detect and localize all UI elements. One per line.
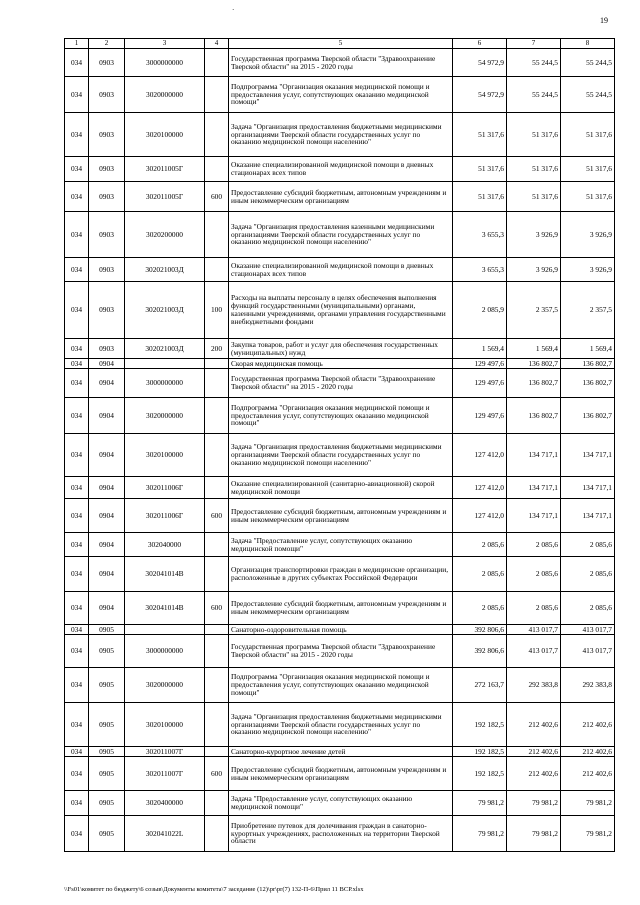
amount-2021-cell: 2 357,5 (561, 282, 615, 339)
ministry-code-cell: 034 (65, 592, 89, 625)
amount-2019-cell: 392 806,6 (453, 635, 507, 668)
amount-2021-cell: 134 717,1 (561, 434, 615, 477)
amount-2019-cell: 54 972,9 (453, 49, 507, 77)
amount-2020-cell: 136 802,7 (507, 398, 561, 434)
ministry-code-cell: 034 (65, 791, 89, 816)
amount-2019-cell: 79 981,2 (453, 791, 507, 816)
amount-2020-cell: 79 981,2 (507, 791, 561, 816)
amount-2020-cell: 1 569,4 (507, 339, 561, 359)
ministry-code-cell: 034 (65, 635, 89, 668)
amount-2021-cell: 55 244,5 (561, 77, 615, 113)
amount-2021-cell: 51 317,6 (561, 113, 615, 157)
expense-type-cell (205, 557, 229, 592)
expense-type-cell: 100 (205, 282, 229, 339)
expense-type-cell (205, 703, 229, 747)
table-row (65, 157, 615, 182)
target-article-cell: 302041014В (125, 592, 205, 625)
column-header: 8 (561, 39, 615, 49)
amount-2020-cell: 3 926,9 (507, 212, 561, 258)
expense-type-cell (205, 369, 229, 398)
ministry-code-cell: 034 (65, 49, 89, 77)
amount-2021-cell: 212 402,6 (561, 757, 615, 791)
expense-type-cell (205, 359, 229, 369)
target-article-cell: 3020000000 (125, 77, 205, 113)
table-row (65, 398, 615, 434)
amount-2020-cell: 292 383,8 (507, 668, 561, 703)
target-article-cell: 3000000000 (125, 49, 205, 77)
target-article-cell: 3020100000 (125, 434, 205, 477)
section-code-cell: 0905 (89, 703, 125, 747)
description-cell: Скорая медицинская помощь (229, 359, 453, 369)
expense-type-cell (205, 477, 229, 499)
expense-type-cell (205, 212, 229, 258)
section-code-cell: 0904 (89, 477, 125, 499)
ministry-code-cell: 034 (65, 113, 89, 157)
table-row (65, 757, 615, 791)
target-article-cell: 302011007Г (125, 757, 205, 791)
amount-2020-cell: 413 017,7 (507, 625, 561, 635)
amount-2021-cell: 3 926,9 (561, 212, 615, 258)
description-cell: Организация транспортировки граждан в медицинские организации, расположенные в других субъектах Российской Федерации (229, 557, 453, 592)
amount-2019-cell: 51 317,6 (453, 113, 507, 157)
amount-2021-cell: 136 802,7 (561, 359, 615, 369)
amount-2021-cell: 134 717,1 (561, 477, 615, 499)
amount-2020-cell: 51 317,6 (507, 157, 561, 182)
table-row (65, 592, 615, 625)
column-header: 1 (65, 39, 89, 49)
amount-2021-cell: 79 981,2 (561, 816, 615, 852)
expense-type-cell: 600 (205, 592, 229, 625)
expense-type-cell (205, 398, 229, 434)
table-row (65, 258, 615, 282)
amount-2020-cell: 134 717,1 (507, 477, 561, 499)
section-code-cell: 0904 (89, 592, 125, 625)
target-article-cell: 3020000000 (125, 668, 205, 703)
amount-2019-cell: 3 655,3 (453, 258, 507, 282)
amount-2021-cell: 413 017,7 (561, 625, 615, 635)
expense-type-cell: 600 (205, 182, 229, 212)
header-row (65, 39, 615, 49)
amount-2020-cell: 2 357,5 (507, 282, 561, 339)
amount-2019-cell: 79 981,2 (453, 816, 507, 852)
ministry-code-cell: 034 (65, 499, 89, 533)
section-code-cell: 0905 (89, 625, 125, 635)
amount-2021-cell: 212 402,6 (561, 747, 615, 757)
expense-type-cell (205, 747, 229, 757)
description-cell: Подпрограмма "Организация оказания медицинской помощи и предоставления услуг, сопутствующих оказанию медицинской помощи" (229, 398, 453, 434)
section-code-cell: 0905 (89, 668, 125, 703)
amount-2021-cell: 2 085,6 (561, 557, 615, 592)
section-code-cell: 0904 (89, 533, 125, 557)
section-code-cell: 0905 (89, 747, 125, 757)
amount-2020-cell: 2 085,6 (507, 533, 561, 557)
section-code-cell: 0903 (89, 49, 125, 77)
amount-2019-cell: 2 085,6 (453, 533, 507, 557)
column-header: 2 (89, 39, 125, 49)
table-row (65, 113, 615, 157)
scan-mark: · (232, 6, 235, 14)
section-code-cell: 0903 (89, 339, 125, 359)
table-row (65, 635, 615, 668)
ministry-code-cell: 034 (65, 398, 89, 434)
amount-2020-cell: 212 402,6 (507, 747, 561, 757)
table-row (65, 359, 615, 369)
description-cell: Приобретение путевок для долечивания граждан в санаторно-курортных учреждениях, расположенных на территории Тверской области (229, 816, 453, 852)
description-cell: Санаторно-оздоровительная помощь (229, 625, 453, 635)
section-code-cell: 0904 (89, 434, 125, 477)
description-cell: Расходы на выплаты персоналу в целях обеспечения выполнения функций государственными (муниципальными) органами, казенными учреждениями, органами управления государственными внебюджетными фондами (229, 282, 453, 339)
table-row (65, 557, 615, 592)
amount-2021-cell: 136 802,7 (561, 369, 615, 398)
table-row (65, 339, 615, 359)
section-code-cell: 0903 (89, 182, 125, 212)
target-article-cell: 302021003Д (125, 339, 205, 359)
ministry-code-cell: 034 (65, 703, 89, 747)
amount-2020-cell: 134 717,1 (507, 499, 561, 533)
expense-type-cell: 600 (205, 757, 229, 791)
target-article-cell: 3020100000 (125, 113, 205, 157)
amount-2019-cell: 2 085,6 (453, 557, 507, 592)
ministry-code-cell: 034 (65, 339, 89, 359)
amount-2019-cell: 127 412,0 (453, 434, 507, 477)
amount-2021-cell: 413 017,7 (561, 635, 615, 668)
target-article-cell: 3020100000 (125, 703, 205, 747)
section-code-cell: 0904 (89, 557, 125, 592)
target-article-cell: 3000000000 (125, 635, 205, 668)
ministry-code-cell: 034 (65, 212, 89, 258)
section-code-cell: 0905 (89, 757, 125, 791)
amount-2019-cell: 2 085,6 (453, 592, 507, 625)
section-code-cell: 0905 (89, 816, 125, 852)
ministry-code-cell: 034 (65, 157, 89, 182)
description-cell: Государственная программа Тверской области "Здравоохранение Тверской области" на 2015 - 2020 годы (229, 635, 453, 668)
amount-2020-cell: 55 244,5 (507, 77, 561, 113)
description-cell: Задача "Организация предоставления бюджетными медицинскими организациями Тверской области государственных услуг по оказанию медицинской помощи населению" (229, 703, 453, 747)
description-cell: Подпрограмма "Организация оказания медицинской помощи и предоставления услуг, сопутствующих оказанию медицинской помощи" (229, 77, 453, 113)
target-article-cell: 302041014В (125, 557, 205, 592)
amount-2021-cell: 3 926,9 (561, 258, 615, 282)
table-row (65, 499, 615, 533)
expense-type-cell (205, 77, 229, 113)
section-code-cell: 0905 (89, 635, 125, 668)
ministry-code-cell: 034 (65, 747, 89, 757)
expense-type-cell (205, 816, 229, 852)
target-article-cell: 302040000 (125, 533, 205, 557)
expense-type-cell (205, 49, 229, 77)
table-row (65, 77, 615, 113)
amount-2019-cell: 51 317,6 (453, 182, 507, 212)
amount-2019-cell: 192 182,5 (453, 757, 507, 791)
amount-2020-cell: 51 317,6 (507, 113, 561, 157)
description-cell: Подпрограмма "Организация оказания медицинской помощи и предоставления услуг, сопутствующих оказанию медицинской помощи" (229, 668, 453, 703)
amount-2019-cell: 392 806,6 (453, 625, 507, 635)
ministry-code-cell: 034 (65, 282, 89, 339)
amount-2020-cell: 212 402,6 (507, 703, 561, 747)
description-cell: Оказание специализированной медицинской помощи в дневных стационарах всех типов (229, 157, 453, 182)
table-row (65, 477, 615, 499)
budget-table (64, 38, 615, 852)
amount-2020-cell: 212 402,6 (507, 757, 561, 791)
table-row (65, 369, 615, 398)
section-code-cell: 0903 (89, 113, 125, 157)
description-cell: Предоставление субсидий бюджетным, автономным учреждениям и иным некоммерческим организациям (229, 592, 453, 625)
table-row (65, 182, 615, 212)
amount-2021-cell: 79 981,2 (561, 791, 615, 816)
ministry-code-cell: 034 (65, 369, 89, 398)
section-code-cell: 0904 (89, 499, 125, 533)
table-row (65, 747, 615, 757)
expense-type-cell (205, 113, 229, 157)
target-article-cell: 3020400000 (125, 791, 205, 816)
amount-2020-cell: 2 085,6 (507, 557, 561, 592)
description-cell: Предоставление субсидий бюджетным, автономным учреждениям и иным некоммерческим организациям (229, 499, 453, 533)
amount-2021-cell: 55 244,5 (561, 49, 615, 77)
amount-2019-cell: 2 085,9 (453, 282, 507, 339)
description-cell: Задача "Предоставление услуг, сопутствующих оказанию медицинской помощи" (229, 791, 453, 816)
amount-2020-cell: 51 317,6 (507, 182, 561, 212)
section-code-cell: 0903 (89, 258, 125, 282)
ministry-code-cell: 034 (65, 77, 89, 113)
description-cell: Предоставление субсидий бюджетным, автономным учреждениям и иным некоммерческим организациям (229, 757, 453, 791)
expense-type-cell (205, 258, 229, 282)
amount-2021-cell: 51 317,6 (561, 157, 615, 182)
ministry-code-cell: 034 (65, 434, 89, 477)
column-header: 6 (453, 39, 507, 49)
section-code-cell: 0905 (89, 791, 125, 816)
target-article-cell: 3000000000 (125, 369, 205, 398)
amount-2019-cell: 3 655,3 (453, 212, 507, 258)
ministry-code-cell: 034 (65, 182, 89, 212)
target-article-cell: 302021003Д (125, 282, 205, 339)
table-row (65, 434, 615, 477)
expense-type-cell (205, 791, 229, 816)
amount-2021-cell: 2 085,6 (561, 533, 615, 557)
target-article-cell: 3020000000 (125, 398, 205, 434)
description-cell: Государственная программа Тверской области "Здравоохранение Тверской области" на 2015 - 2020 годы (229, 49, 453, 77)
table-row (65, 282, 615, 339)
target-article-cell: 302011006Г (125, 499, 205, 533)
expense-type-cell: 600 (205, 499, 229, 533)
column-header: 4 (205, 39, 229, 49)
amount-2019-cell: 54 972,9 (453, 77, 507, 113)
amount-2019-cell: 192 182,5 (453, 747, 507, 757)
amount-2020-cell: 136 802,7 (507, 369, 561, 398)
ministry-code-cell: 034 (65, 359, 89, 369)
table-row (65, 668, 615, 703)
ministry-code-cell: 034 (65, 477, 89, 499)
target-article-cell: 302011006Г (125, 477, 205, 499)
column-header: 7 (507, 39, 561, 49)
amount-2019-cell: 1 569,4 (453, 339, 507, 359)
target-article-cell: 302021003Д (125, 258, 205, 282)
ministry-code-cell: 034 (65, 816, 89, 852)
amount-2020-cell: 3 926,9 (507, 258, 561, 282)
ministry-code-cell: 034 (65, 625, 89, 635)
expense-type-cell (205, 533, 229, 557)
amount-2020-cell: 134 717,1 (507, 434, 561, 477)
amount-2020-cell: 136 802,7 (507, 359, 561, 369)
amount-2019-cell: 129 497,6 (453, 369, 507, 398)
ministry-code-cell: 034 (65, 533, 89, 557)
amount-2019-cell: 127 412,0 (453, 477, 507, 499)
amount-2019-cell: 129 497,6 (453, 359, 507, 369)
target-article-cell: 302011005Г (125, 157, 205, 182)
ministry-code-cell: 034 (65, 757, 89, 791)
target-article-cell: 3020200000 (125, 212, 205, 258)
amount-2021-cell: 51 317,6 (561, 182, 615, 212)
amount-2019-cell: 51 317,6 (453, 157, 507, 182)
table-row (65, 533, 615, 557)
target-article-cell: 302011005Г (125, 182, 205, 212)
ministry-code-cell: 034 (65, 668, 89, 703)
ministry-code-cell: 034 (65, 557, 89, 592)
expense-type-cell (205, 157, 229, 182)
amount-2021-cell: 136 802,7 (561, 398, 615, 434)
expense-type-cell (205, 668, 229, 703)
description-cell: Санаторно-курортное лечение детей (229, 747, 453, 757)
section-code-cell: 0904 (89, 359, 125, 369)
ministry-code-cell: 034 (65, 258, 89, 282)
amount-2021-cell: 1 569,4 (561, 339, 615, 359)
amount-2020-cell: 2 085,6 (507, 592, 561, 625)
amount-2021-cell: 212 402,6 (561, 703, 615, 747)
target-article-cell: 302041022L (125, 816, 205, 852)
target-article-cell (125, 359, 205, 369)
amount-2019-cell: 272 163,7 (453, 668, 507, 703)
description-cell: Закупка товаров, работ и услуг для обеспечения государственных (муниципальных) нужд (229, 339, 453, 359)
amount-2019-cell: 129 497,6 (453, 398, 507, 434)
section-code-cell: 0903 (89, 77, 125, 113)
section-code-cell: 0903 (89, 282, 125, 339)
section-code-cell: 0904 (89, 398, 125, 434)
table-row (65, 703, 615, 747)
amount-2019-cell: 192 182,5 (453, 703, 507, 747)
amount-2021-cell: 2 085,6 (561, 592, 615, 625)
amount-2020-cell: 413 017,7 (507, 635, 561, 668)
target-article-cell (125, 625, 205, 635)
column-header: 5 (229, 39, 453, 49)
expense-type-cell (205, 625, 229, 635)
amount-2021-cell: 292 383,8 (561, 668, 615, 703)
description-cell: Оказание специализированной (санитарно-авиационной) скорой медицинской помощи (229, 477, 453, 499)
description-cell: Задача "Предоставление услуг, сопутствующих оказанию медицинской помощи" (229, 533, 453, 557)
amount-2020-cell: 55 244,5 (507, 49, 561, 77)
target-article-cell: 302011007Г (125, 747, 205, 757)
section-code-cell: 0903 (89, 157, 125, 182)
table-row (65, 49, 615, 77)
expense-type-cell (205, 635, 229, 668)
amount-2021-cell: 134 717,1 (561, 499, 615, 533)
table-row (65, 791, 615, 816)
description-cell: Предоставление субсидий бюджетным, автономным учреждениям и иным некоммерческим организациям (229, 182, 453, 212)
expense-type-cell (205, 434, 229, 477)
expense-type-cell: 200 (205, 339, 229, 359)
section-code-cell: 0904 (89, 369, 125, 398)
table-row (65, 816, 615, 852)
file-path-footer: \\Fs01\комитет по бюджету\6 созыв\Документы комитета\7 заседание (12)\pr\pr(7) 132-П-6\Прил 11 ВСР.xlsx (64, 886, 364, 893)
section-code-cell: 0903 (89, 212, 125, 258)
description-cell: Задача "Организация предоставления бюджетными медицинскими организациями Тверской области государственных услуг по оказанию медицинской помощи населению" (229, 434, 453, 477)
table-row (65, 212, 615, 258)
amount-2020-cell: 79 981,2 (507, 816, 561, 852)
table-row (65, 625, 615, 635)
amount-2019-cell: 127 412,0 (453, 499, 507, 533)
description-cell: Задача "Организация предоставления бюджетными медицинскими организациями Тверской области государственных услуг по оказанию медицинской помощи населению" (229, 113, 453, 157)
page-number: 19 (600, 16, 608, 25)
description-cell: Задача "Организация предоставления казенными медицинскими организациями Тверской области государственных услуг по оказанию медицинской помощи населению" (229, 212, 453, 258)
description-cell: Государственная программа Тверской области "Здравоохранение Тверской области" на 2015 - 2020 годы (229, 369, 453, 398)
column-header: 3 (125, 39, 205, 49)
description-cell: Оказание специализированной медицинской помощи в дневных стационарах всех типов (229, 258, 453, 282)
